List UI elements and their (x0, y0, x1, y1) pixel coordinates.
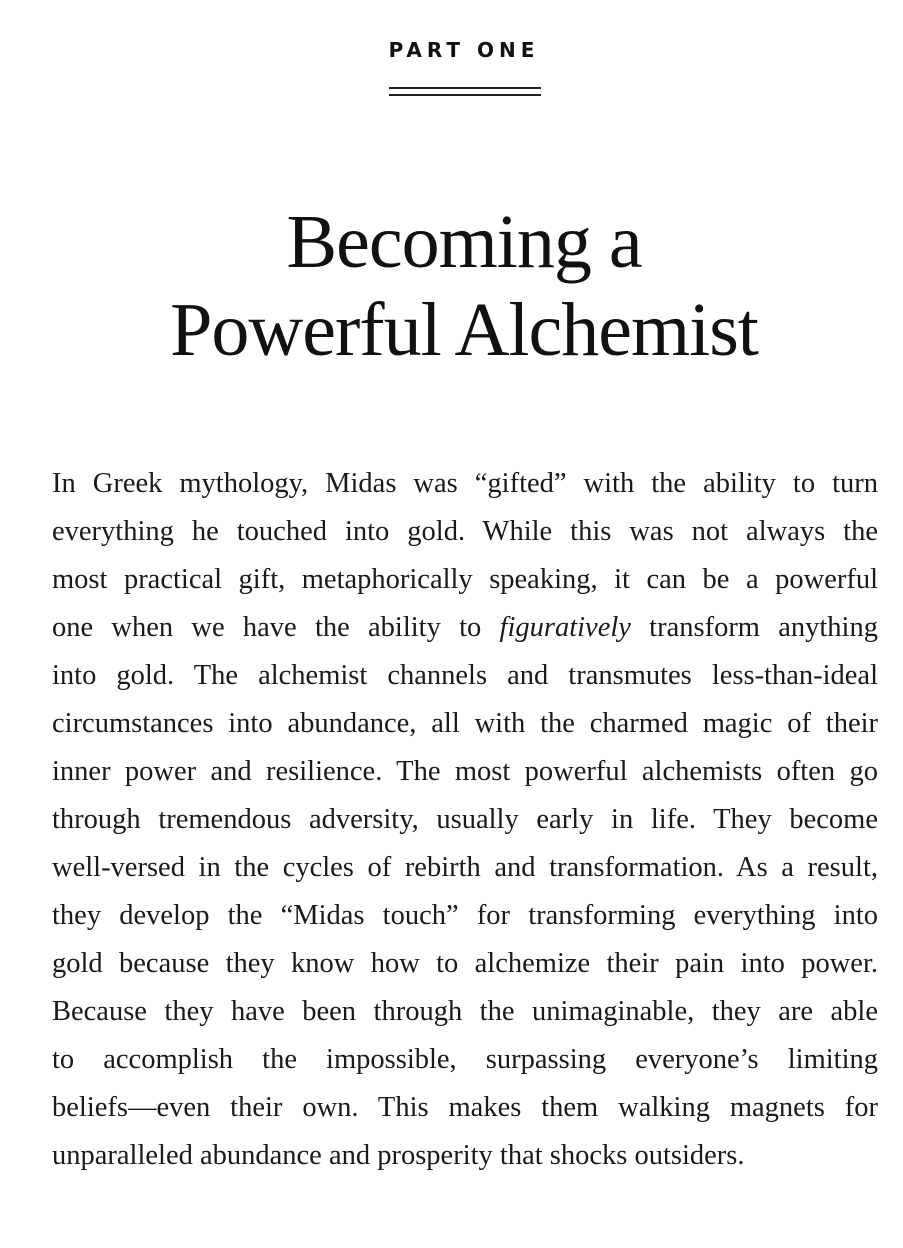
body-line: circumstances into abundance, all with the charmed magic of their (52, 708, 878, 739)
body-line: to accomplish the impossible, surpassing everyone’s limiting (52, 1044, 878, 1075)
body-line: they develop the “Midas touch” for transforming everything into (52, 900, 878, 931)
body-line: well-versed in the cycles of rebirth and transformation. As a result, (52, 852, 878, 883)
body-line-text: one when we have the ability to (52, 612, 500, 643)
body-line: through tremendous adversity, usually early in life. They become (52, 804, 878, 835)
body-line: everything he touched into gold. While this was not always the (52, 516, 878, 547)
body-line-text: transform anything (630, 612, 878, 643)
chapter-title-line-1: Becoming a (286, 200, 642, 284)
chapter-title-line-2: Powerful Alchemist (170, 288, 758, 372)
body-paragraph (52, 460, 878, 1180)
body-line: beliefs—even their own. This makes them walking magnets for (52, 1092, 878, 1123)
divider-rule-top (389, 87, 541, 89)
divider-rule-bottom (389, 94, 541, 96)
body-line: most practical gift, metaphorically speaking, it can be a powerful (52, 564, 878, 595)
emphasized-word: figuratively (499, 612, 631, 643)
chapter-title (0, 198, 903, 374)
body-line: inner power and resilience. The most powerful alchemists often go (52, 756, 878, 787)
body-line: In Greek mythology, Midas was “gifted” with the ability to turn (52, 468, 878, 499)
body-line: gold because they know how to alchemize their pain into power. (52, 948, 878, 979)
body-line: unparalleled abundance and prosperity that shocks outsiders. (52, 1140, 745, 1171)
body-line: Because they have been through the unimaginable, they are able (52, 996, 878, 1027)
body-line (52, 604, 878, 652)
body-line: into gold. The alchemist channels and transmutes less-than-ideal (52, 660, 878, 691)
part-label: PART ONE (388, 38, 540, 62)
